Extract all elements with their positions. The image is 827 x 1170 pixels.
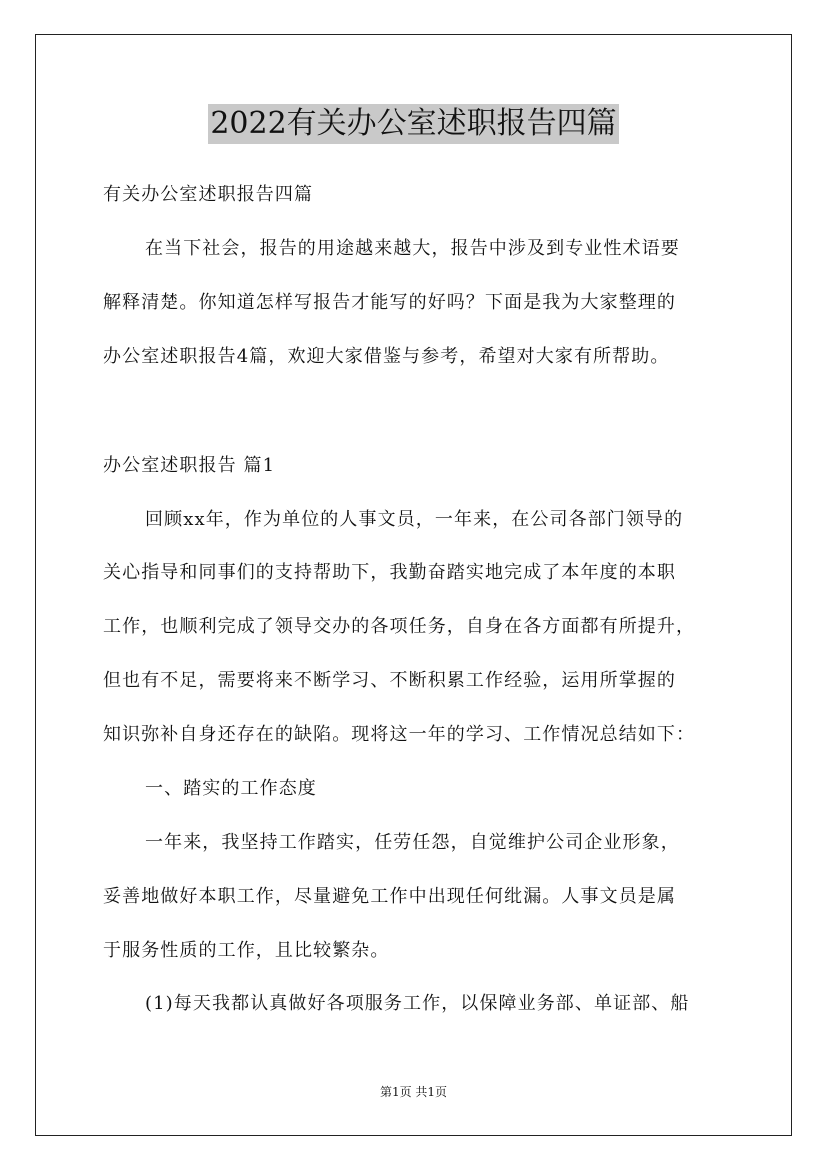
body-line: 妥善地做好本职工作，尽量避免工作中出现任何纰漏。人事文员是属 [103,886,676,907]
section-heading: 办公室述职报告 篇1 [103,455,276,476]
document-title: 2022有关办公室述职报告四篇 [208,104,618,144]
body-line: 但也有不足，需要将来不断学习、不断积累工作经验，运用所掌握的 [103,670,676,691]
page-footer: 第1页 共1页 [379,1085,448,1099]
title-container [0,104,827,144]
body-line: 回顾xx年，作为单位的人事文员，一年来，在公司各部门领导的 [145,509,684,530]
body-line: 工作，也顺利完成了领导交办的各项任务，自身在各方面都有所提升， [103,616,696,637]
intro-line: 在当下社会，报告的用途越来越大，报告中涉及到专业性术语要 [145,238,680,259]
body-line: 关心指导和同事们的支持帮助下，我勤奋踏实地完成了本年度的本职 [103,562,676,583]
body-line: (1)每天我都认真做好各项服务工作，以保障业务部、单证部、船 [145,993,690,1014]
body-line: 一年来，我坚持工作踏实，任劳任怨，自觉维护公司企业形象， [145,832,680,853]
subheading: 一、踏实的工作态度 [145,778,317,799]
body-line: 知识弥补自身还存在的缺陷。现将这一年的学习、工作情况总结如下： [103,724,696,745]
intro-line: 解释清楚。你知道怎样写报告才能写的好吗？下面是我为大家整理的 [103,292,676,313]
document-subtitle: 有关办公室述职报告四篇 [103,184,314,205]
body-line: 于服务性质的工作，且比较繁杂。 [103,940,390,961]
intro-line: 办公室述职报告4篇，欢迎大家借鉴与参考，希望对大家有所帮助。 [103,346,670,367]
